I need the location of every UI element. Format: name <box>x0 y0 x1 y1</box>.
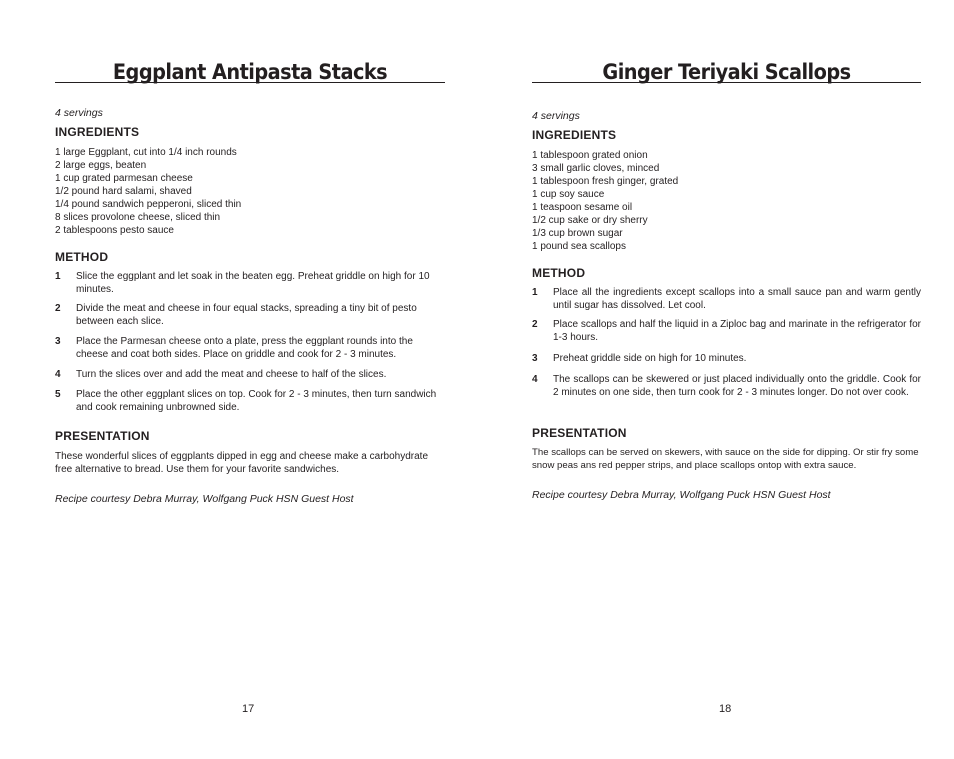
step-number: 1 <box>532 287 538 298</box>
method-step <box>532 286 921 312</box>
ingredient-item: 1 tablespoon fresh ginger, grated <box>532 176 679 187</box>
ingredient-item: 1 teaspoon sesame oil <box>532 202 633 213</box>
ingredient-item: 8 slices provolone cheese, sliced thin <box>55 212 221 223</box>
method-step <box>55 270 440 296</box>
method-step <box>55 388 440 414</box>
step-number: 3 <box>55 336 61 347</box>
ingredient-item: 2 tablespoons pesto sauce <box>55 225 174 236</box>
recipe-credit: Recipe courtesy Debra Murray, Wolfgang Puck HSN Guest Host <box>532 489 831 501</box>
ingredient-item: 1 pound sea scallops <box>532 241 626 252</box>
step-number: 5 <box>55 389 61 400</box>
presentation-text: The scallops can be served on skewers, with sauce on the side for dipping. Or stir fry some snow peas ans red pepper strips, and place scallops ontop with extra sauce. <box>532 447 919 471</box>
ingredient-item: 1 large Eggplant, cut into 1/4 inch rounds <box>55 147 237 158</box>
ingredient-item: 1/2 cup sake or dry sherry <box>532 215 648 226</box>
step-text: Place all the ingredients except scallops into a small sauce pan and warm gently until sugar has dissolved. Let cool. <box>553 287 921 311</box>
recipe-title: Eggplant Antipasta Stacks <box>112 60 388 84</box>
method-step <box>532 373 921 399</box>
ingredients-list <box>532 149 678 253</box>
step-number: 1 <box>55 271 61 282</box>
page-number: 18 <box>719 703 732 715</box>
step-text: Turn the slices over and add the meat and cheese to half of the slices. <box>76 369 387 380</box>
method-step <box>532 318 921 344</box>
servings: 4 servings <box>55 107 103 119</box>
ingredient-item: 1 cup grated parmesan cheese <box>55 173 193 184</box>
presentation-text: These wonderful slices of eggplants dipped in egg and cheese make a carbohydrate free alternative to bread. Use them for your favorite sandwiches. <box>55 451 429 475</box>
title-rule <box>532 58 921 83</box>
presentation-heading: PRESENTATION <box>532 426 627 440</box>
ingredient-item: 1/2 pound hard salami, shaved <box>55 186 192 197</box>
ingredient-item: 2 large eggs, beaten <box>55 160 147 171</box>
step-text: Divide the meat and cheese in four equal stacks, spreading a tiny bit of pesto between each slice. <box>76 303 417 327</box>
step-number: 3 <box>532 353 538 364</box>
step-text: Place the other eggplant slices on top. Cook for 2 - 3 minutes, then turn sandwich and cook remaining unbrowned side. <box>76 389 437 413</box>
step-number: 4 <box>55 369 61 380</box>
presentation-heading: PRESENTATION <box>55 429 150 443</box>
step-text: Place the Parmesan cheese onto a plate, press the eggplant rounds into the cheese and coat both sides. Place on griddle and cook for 2 - 3 minutes. <box>76 336 413 360</box>
ingredient-item: 3 small garlic cloves, minced <box>532 163 660 174</box>
servings: 4 servings <box>532 110 580 122</box>
method-list <box>55 270 440 414</box>
method-heading: METHOD <box>532 266 586 280</box>
method-step <box>55 335 440 361</box>
method-step <box>55 302 440 328</box>
recipe-title: Ginger Teriyaki Scallops <box>602 60 851 84</box>
ingredient-item: 1 tablespoon grated onion <box>532 150 648 161</box>
method-heading: METHOD <box>55 250 109 264</box>
ingredients-list <box>55 146 241 237</box>
ingredients-heading: INGREDIENTS <box>532 128 617 142</box>
method-list <box>532 286 921 399</box>
step-text: The scallops can be skewered or just placed individually onto the griddle. Cook for 2 minutes on one side, then turn cook for 2 - 3 minutes longer. Do not over cook. <box>553 374 921 398</box>
method-step <box>532 352 921 365</box>
step-text: Place scallops and half the liquid in a Ziploc bag and marinate in the refrigerator for 1-3 hours. <box>553 319 921 343</box>
recipe-credit: Recipe courtesy Debra Murray, Wolfgang Puck HSN Guest Host <box>55 493 354 505</box>
step-text: Preheat griddle side on high for 10 minutes. <box>553 353 747 364</box>
page-number: 17 <box>242 703 255 715</box>
step-text: Slice the eggplant and let soak in the beaten egg. Preheat griddle on high for 10 minutes. <box>76 271 430 295</box>
ingredient-item: 1 cup soy sauce <box>532 189 605 200</box>
ingredients-heading: INGREDIENTS <box>55 125 140 139</box>
ingredient-item: 1/4 pound sandwich pepperoni, sliced thin <box>55 199 242 210</box>
method-step <box>55 368 440 381</box>
ingredient-item: 1/3 cup brown sugar <box>532 228 623 239</box>
step-number: 4 <box>532 374 538 385</box>
title-rule <box>55 58 445 83</box>
step-number: 2 <box>532 319 538 330</box>
step-number: 2 <box>55 303 61 314</box>
